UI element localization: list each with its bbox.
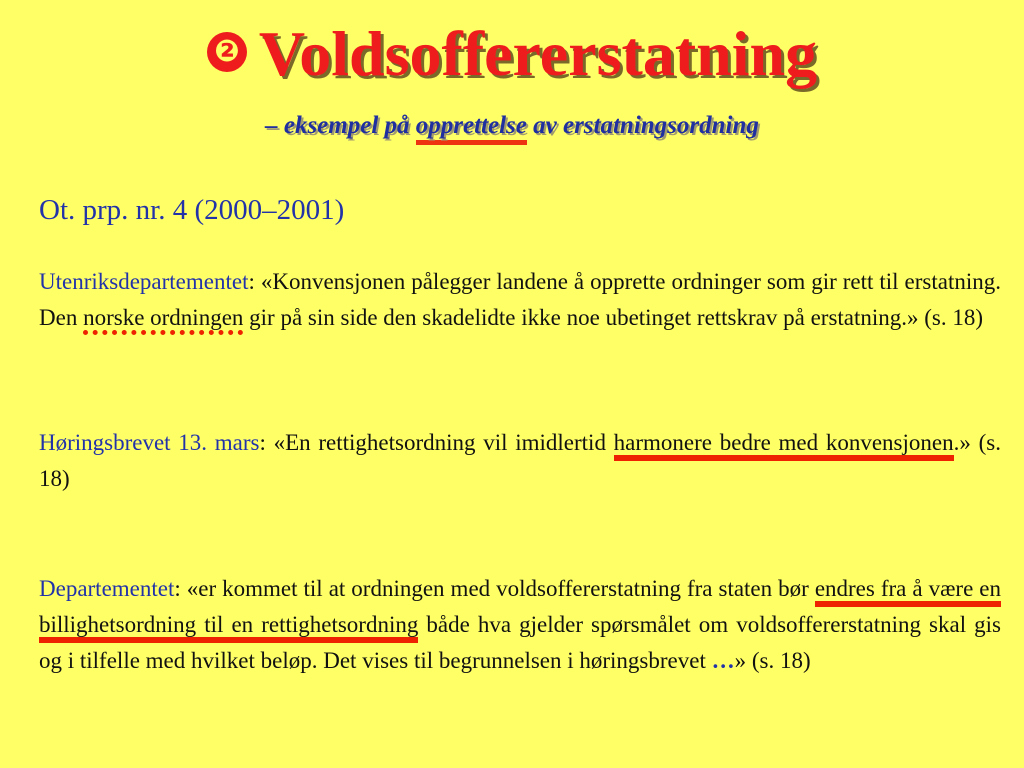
title-row (0, 14, 1024, 94)
paragraph-label: Høringsbrevet 13. mars (39, 430, 260, 455)
paragraph-text: » (s. 18) (734, 648, 811, 673)
subtitle-suffix: av erstatningsordning (526, 112, 759, 139)
highlighted-phrase: harmonere bedre med konvensjonen (614, 430, 954, 461)
subtitle-emphasis: opprettelse (416, 112, 527, 145)
paragraph-departementet (39, 571, 1001, 679)
paragraph-text: gir på sin side den skadelidte ikke noe ubetinget rettskrav på erstatning.» (s. 18) (243, 305, 984, 330)
slide-title: Voldsoffererstatning (258, 18, 818, 89)
paragraph-text: : «En rettighetsordning vil imidlertid (259, 430, 614, 455)
paragraph-text: .» (s. 18) (39, 430, 1001, 491)
subtitle-prefix: – eksempel på (265, 112, 416, 139)
paragraph-text: : «er kommet til at ordningen med voldsoffererstatning fra staten bør (174, 576, 815, 601)
slide-subtitle (0, 112, 1024, 140)
paragraph-label: Departementet (39, 576, 175, 601)
paragraph-text: både hva gjelder spørsmålet om voldsoffererstatning skal gis og i tilfelle med hvilket beløp. Det vises til begrunnelsen i høringsbrevet (39, 612, 1001, 673)
highlighted-phrase: endres fra å være en billighetsordning til en rettighetsordning (39, 576, 1001, 643)
paragraph-label: Utenriksdepartementet (39, 269, 249, 294)
source-heading: Ot. prp. nr. 4 (2000–2001) (39, 194, 345, 226)
paragraph-utenriksdepartementet (39, 264, 1001, 336)
numbered-bullet-icon: ❷ (207, 32, 247, 72)
paragraph-horingsbrevet (39, 425, 1001, 497)
highlighted-phrase: norske ordningen (83, 305, 243, 335)
ellipsis: … (711, 648, 735, 673)
paragraph-text: : «Konvensjonen pålegger landene å opprette ordninger som gir rett til erstatning. Den (39, 269, 1001, 330)
